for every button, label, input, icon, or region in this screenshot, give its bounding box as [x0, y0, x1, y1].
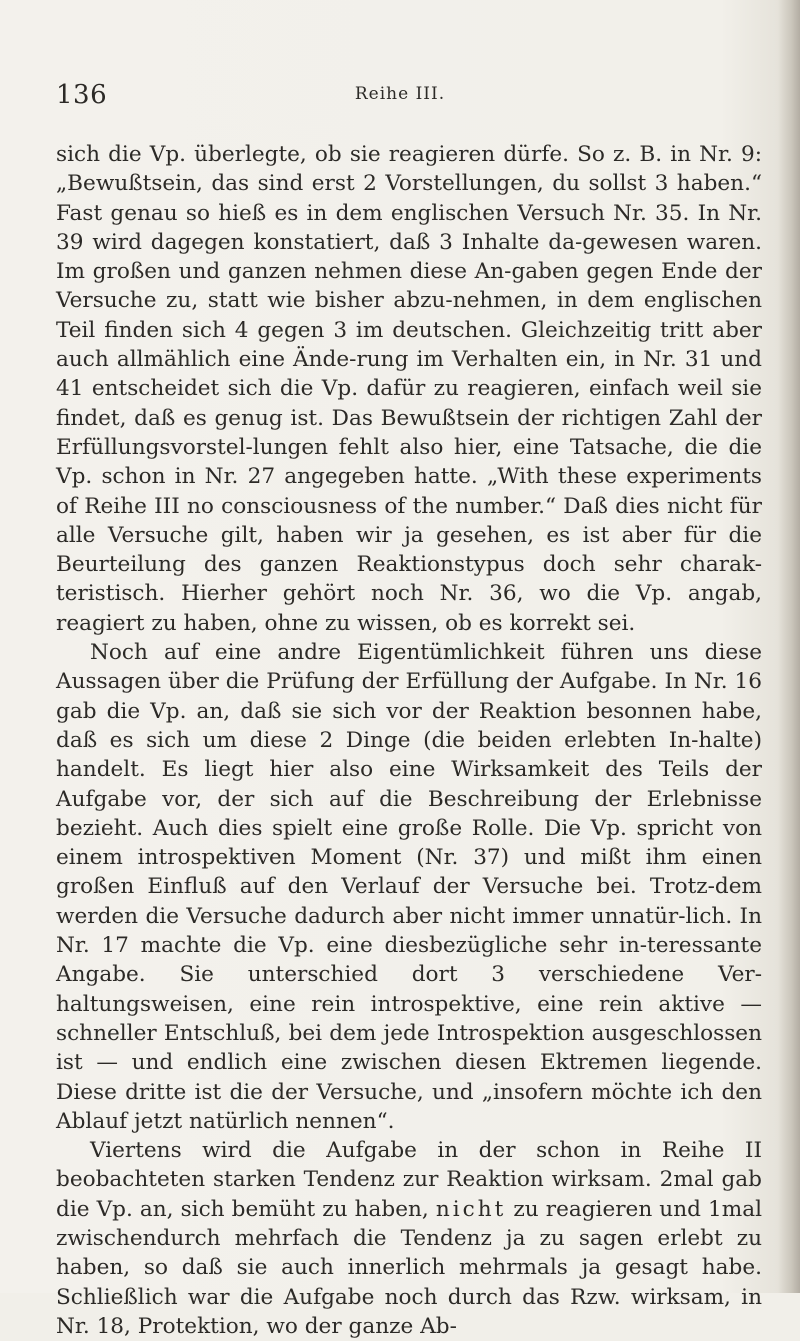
paragraph-1: sich die Vp. überlegte, ob sie reagieren dürfe. So z. B. in Nr. 9: „Bewußtsein, das sind erst 2 Vorstellungen, du sollst 3 haben.“ Fast genau so hieß es in dem englischen Versuch Nr. 35. In Nr. 39 wird dagegen konstatiert, daß 3 Inhalte da-gewesen waren. Im großen und ganzen nehmen diese An-gaben gegen Ende der Versuche zu, statt wie bisher abzu-nehmen, in dem englischen Teil finden sich 4 gegen 3 im deutschen. Gleichzeitig tritt aber auch allmählich eine Ände-rung im Verhalten ein, in Nr. 31 und 41 entscheidet sich die Vp. dafür zu reagieren, einfach weil sie findet, daß es genug ist. Das Bewußtsein der richtigen Zahl der Erfüllungsvorstel-lungen fehlt also hier, eine Tatsache, die die Vp. schon in Nr. 27 angegeben hatte. „With these experiments of Reihe III no consciousness of the number.“ Daß dies nicht für alle Versuche gilt, haben wir ja gesehen, es ist aber für die Beurteilung des ganzen Reaktionstypus doch sehr charak-teristisch. Hierher gehört noch Nr. 36, wo die Vp. angab, reagiert zu haben, ohne zu wissen, ob es korrekt sei. — [56, 142, 762, 636]
page-header — [0, 80, 800, 120]
paragraph-3-emphasis: nicht — [435, 1196, 507, 1222]
page-number: 136 — [56, 80, 108, 110]
page-edge-shadow — [778, 0, 800, 1293]
paragraph-3-text-before: Viertens wird die Aufgabe in der schon in Reihe II beobachteten starken Tendenz zur Reaktion wirksam. 2mal gab die Vp. an, sich bemüht zu haben, — [56, 1138, 762, 1222]
body-text — [56, 140, 762, 1341]
paragraph-2: Noch auf eine andre Eigentümlichkeit führen uns diese Aussagen über die Prüfung der Erfüllung der Aufgabe. In Nr. 16 gab die Vp. an, daß sie sich vor der Reaktion besonnen habe, daß es sich um diese 2 Dinge (die beiden erlebten In-halte) handelt. Es liegt hier also eine Wirksamkeit des Teils der Aufgabe vor, der sich auf die Beschreibung der Erlebnisse bezieht. Auch dies spielt eine große Rolle. Die Vp. spricht von einem introspektiven Moment (Nr. 37) und mißt ihm einen großen Einfluß auf den Verlauf der Versuche bei. Trotz-dem werden die Versuche dadurch aber nicht immer unnatür-lich. In Nr. 17 machte die Vp. eine diesbezügliche sehr in-teressante Angabe. Sie unterschied dort 3 verschiedene Ver-haltungsweisen, eine rein introspektive, eine rein aktive — schneller Entschluß, bei dem jede Introspektion ausgeschlossen ist — und endlich eine zwischen diesen Ektremen liegende. Diese dritte ist die der Versuche, und „insofern möchte ich den Ablauf jetzt natürlich nennen“. — [56, 640, 762, 1134]
paragraph-3-text-after: zu reagieren und 1mal zwischendurch mehrfach die Tendenz ja zu sagen erlebt zu haben, so daß sie auch innerlich mehrmals ja gesagt habe. Schließlich war die Aufgabe noch durch das Rzw. wirksam, in Nr. 18, Protektion, wo der ganze Ab- — [56, 1196, 762, 1339]
paragraph-3 — [56, 1136, 762, 1341]
running-head: Reihe III. — [354, 84, 446, 104]
